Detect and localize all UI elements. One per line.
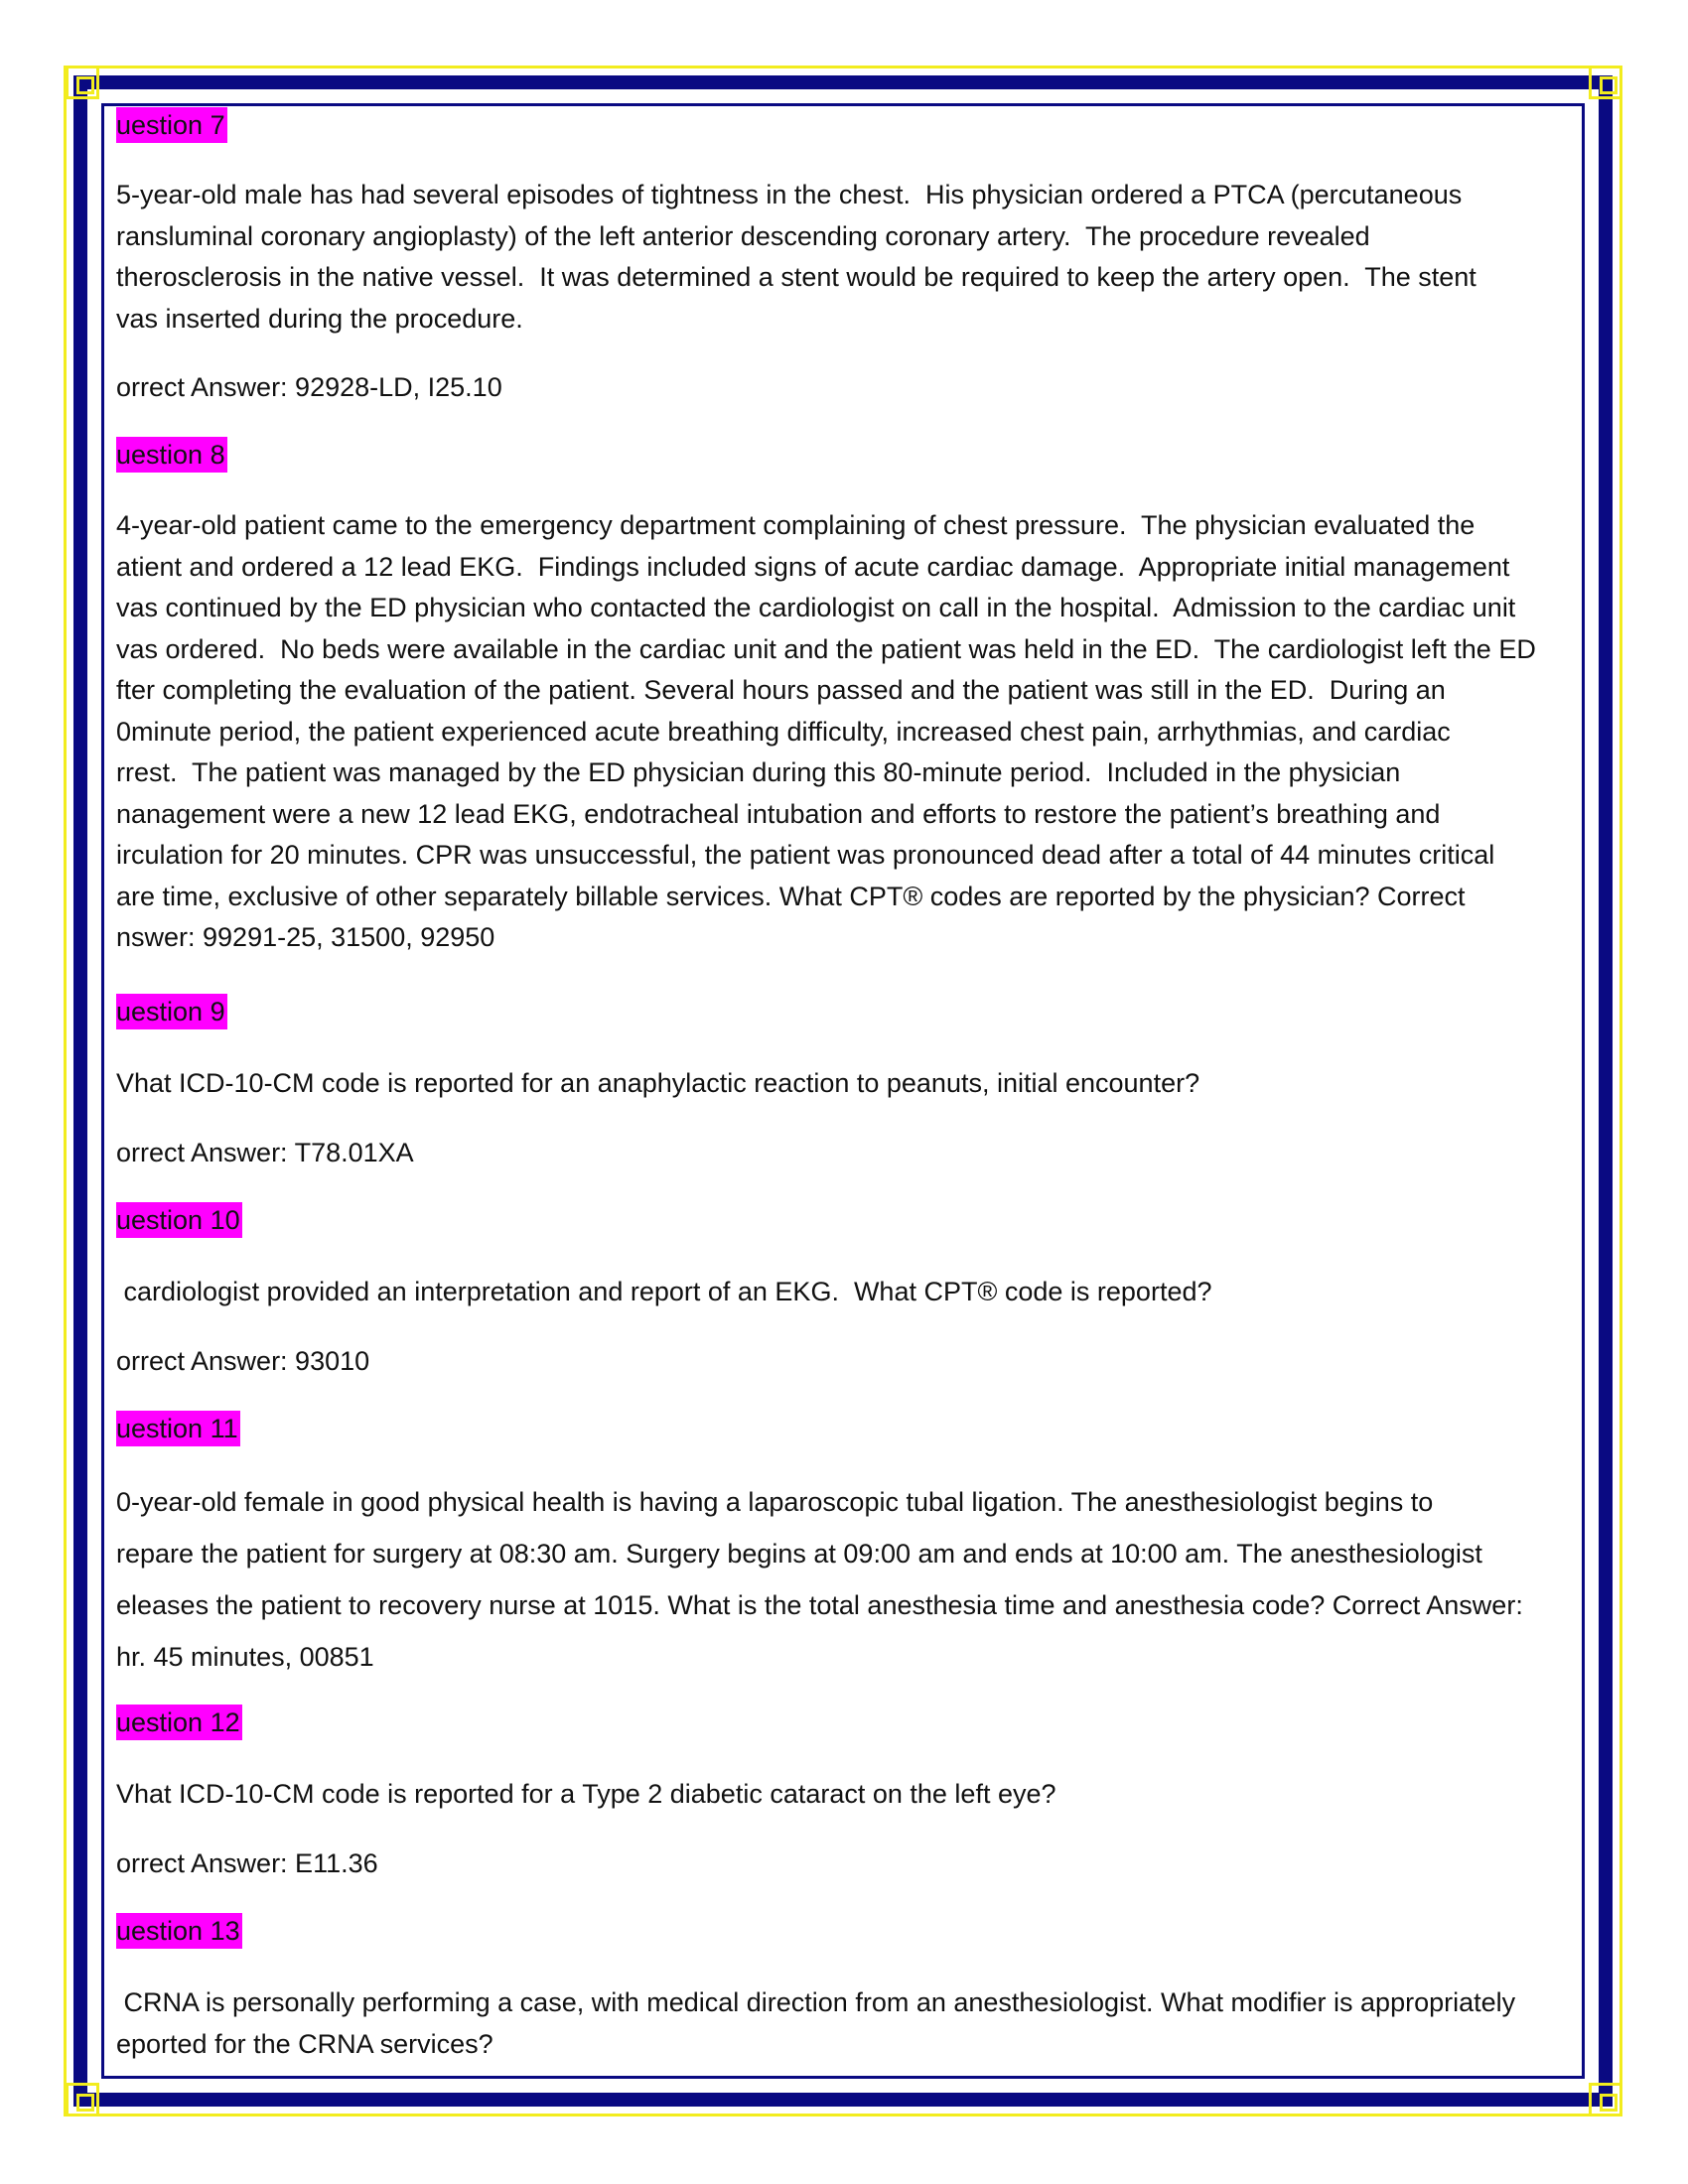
question-label: uestion 10 <box>116 1202 242 1238</box>
question-7-body-block <box>116 175 1581 340</box>
corner-ornament <box>1589 66 1622 99</box>
question-9-body-block <box>116 1063 1581 1105</box>
question-body: CRNA is personally performing a case, with medical direction from an anesthesiologist. What modifier is appropriately eported for the CRNA services? <box>116 1987 1516 2059</box>
question-label: uestion 11 <box>116 1411 240 1446</box>
question-13-body-block <box>116 1982 1581 2065</box>
correct-answer: orrect Answer: T78.01XA <box>116 1138 414 1167</box>
question-10-answer-block <box>116 1341 1581 1383</box>
question-12-body-block <box>116 1774 1581 1816</box>
document-content <box>116 107 1581 2077</box>
question-9 <box>116 994 1581 1029</box>
question-12 <box>116 1705 1581 1740</box>
question-body: Vhat ICD-10-CM code is reported for a Type 2 diabetic cataract on the left eye? <box>116 1779 1056 1809</box>
question-label: uestion 8 <box>116 437 227 473</box>
question-body: 5-year-old male has had several episodes of tightness in the chest. His physician ordered a PTCA (percutaneous ransluminal coronary angioplasty) of the left anterior descending coronary artery. The procedure revealed therosclerosis in the native vessel. It was determined a stent would be required to keep the artery open. The stent vas inserted during the procedure. <box>116 180 1477 334</box>
correct-answer: orrect Answer: 92928-LD, I25.10 <box>116 372 502 402</box>
question-label: uestion 13 <box>116 1913 242 1949</box>
question-7 <box>116 107 1581 143</box>
question-body: 4-year-old patient came to the emergency department complaining of chest pressure. The physician evaluated the atient and ordered a 12 lead EKG. Findings included signs of acute cardiac damage. Appropriate initial management vas continued by the ED physician who contacted the cardiologist on call in the hospital. Admission to the cardiac unit vas ordered. No beds were available in the cardiac unit and the patient was held in the ED. The cardiologist left the ED fter completing the evaluation of the patient. Several hours passed and the patient was still in the ED. During an 0minute period, the patient experienced acute breathing difficulty, increased chest pain, arrhythmias, and cardiac rrest. The patient was managed by the ED physician during this 80-minute period. Included in the physician nanagement were a new 12 lead EKG, endotracheal intubation and efforts to restore the patient’s breathing and irculation for 20 minutes. CPR was unsuccessful, the patient was pronounced dead after a total of 44 minutes critical are time, exclusive of other separately billable services. What CPT® codes are reported by the physician? Correct nswer: 99291-25, 31500, 92950 <box>116 510 1536 952</box>
question-10-body-block <box>116 1272 1581 1313</box>
question-13 <box>116 1913 1581 1949</box>
corner-ornament <box>66 2083 99 2116</box>
question-label: uestion 9 <box>116 994 227 1029</box>
question-7-answer-block <box>116 367 1581 409</box>
question-9-answer-block <box>116 1133 1581 1174</box>
question-8-body-block <box>116 505 1581 959</box>
correct-answer: orrect Answer: E11.36 <box>116 1848 378 1878</box>
question-8 <box>116 437 1581 473</box>
question-label: uestion 7 <box>116 107 227 143</box>
question-body: Vhat ICD-10-CM code is reported for an anaphylactic reaction to peanuts, initial encounter? <box>116 1068 1200 1098</box>
correct-answer: orrect Answer: 93010 <box>116 1346 370 1376</box>
question-body: cardiologist provided an interpretation and report of an EKG. What CPT® code is reported? <box>116 1277 1212 1306</box>
question-11 <box>116 1411 1581 1446</box>
question-11-body-block <box>116 1476 1581 1683</box>
question-12-answer-block <box>116 1843 1581 1885</box>
corner-ornament <box>1589 2083 1622 2116</box>
question-body: 0-year-old female in good physical health is having a laparoscopic tubal ligation. The anesthesiologist begins to repare the patient for surgery at 08:30 am. Surgery begins at 09:00 am and ends at 10:00 am. The anesthesiologist eleases the patient to recovery nurse at 1015. What is the total anesthesia time and anesthesia code? Correct Answer: hr. 45 minutes, 00851 <box>116 1487 1523 1672</box>
question-label: uestion 12 <box>116 1705 242 1740</box>
corner-ornament <box>66 66 99 99</box>
question-10 <box>116 1202 1581 1238</box>
